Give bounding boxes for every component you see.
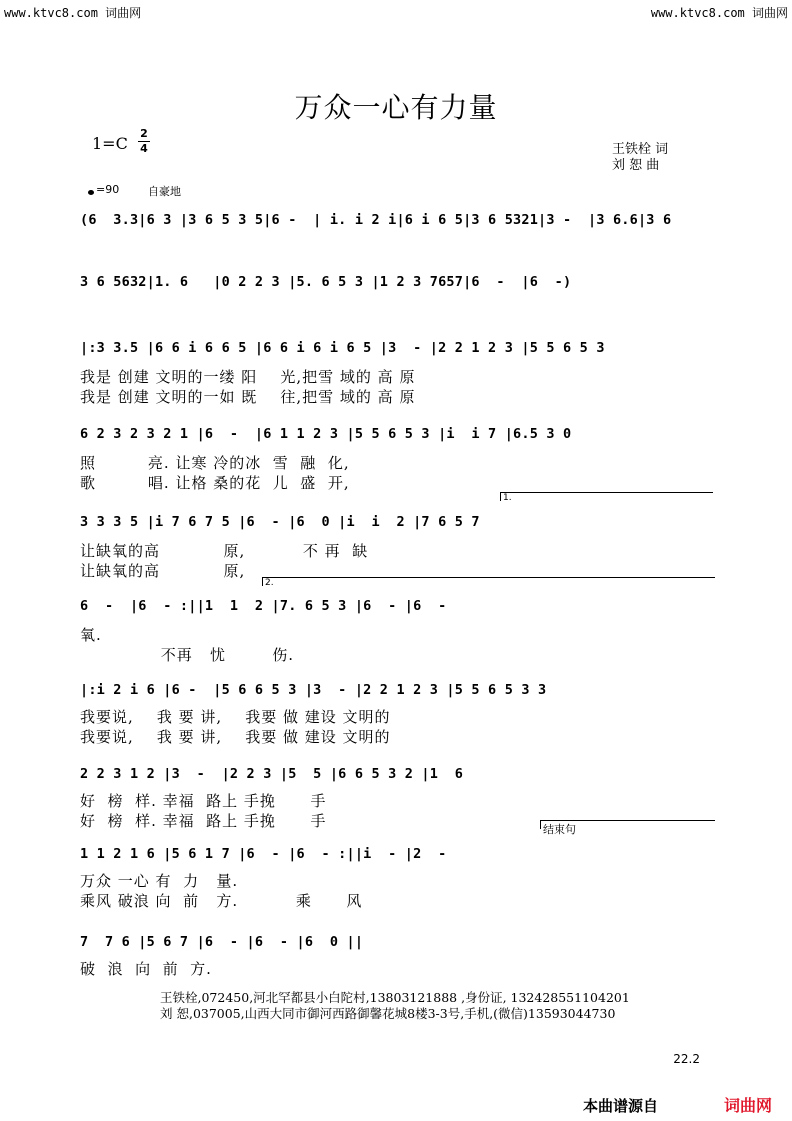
lyric-verse-1: 我要说, 我 要 讲, 我要 做 建设 文明的	[80, 708, 391, 726]
notation-row: 3 3 3 5 |i 7 6 7 5 |6 - |6 0 |i i 2 |7 6 5 7	[80, 514, 489, 530]
tempo-mark	[88, 183, 119, 196]
lyric-verse-1: 让缺氧的高 原, 不 再 缺	[80, 542, 369, 560]
lyric-verse-1: 好 榜 样. 幸福 路上 手挽 手	[80, 792, 327, 810]
notation-row: (6 3.3|6 3 |3 6 5 3 5|6 - | i. i 2 i|6 i 6 5|3 6 5321|3 - |3 6.6|3 6	[80, 212, 680, 228]
notation-row: 3 6 5632|1. 6 |0 2 2 3 |5. 6 5 3 |1 2 3 7657|6 - |6 -)	[80, 274, 580, 290]
lyric-verse-2: 不再 忧 伤.	[80, 646, 294, 664]
notation-row: 2 2 3 1 2 |3 - |2 2 3 |5 5 |6 6 5 3 2 |1 6	[80, 766, 472, 782]
final-ending-bracket: 结束句	[540, 820, 715, 829]
key-signature: 1=C	[92, 134, 128, 153]
notation-row: 6 2 3 2 3 2 1 |6 - |6 1 1 2 3 |5 5 6 5 3 |i i 7 |6.5 3 0	[80, 426, 580, 442]
lyric-verse-1: 我是 创建 文明的一缕 阳 光,把雪 域的 高 原	[80, 368, 416, 386]
lyric-verse-2: 我要说, 我 要 讲, 我要 做 建设 文明的	[80, 728, 391, 746]
lyric-verse-1: 万众 一心 有 力 量.	[80, 872, 239, 890]
watermark-left: www.ktvc8.com 词曲网	[4, 6, 142, 20]
notation-row: |:i 2 i 6 |6 - |5 6 6 5 3 |3 - |2 2 1 2 3 |5 5 6 5 3 3	[80, 682, 555, 698]
second-ending-bracket: 2.	[262, 577, 715, 586]
lyric-verse-1: 照 亮. 让寒 冷的冰 雪 融 化,	[80, 454, 350, 472]
first-ending-bracket: 1.	[500, 492, 713, 501]
meter-bottom: 4	[140, 142, 148, 155]
lyric-verse-2: 歌 唱. 让格 桑的花 儿 盛 开,	[80, 474, 350, 492]
expression-mark: 自豪地	[148, 185, 181, 198]
time-signature	[138, 128, 150, 155]
notation-row: 1 1 2 1 6 |5 6 1 7 |6 - |6 - :||i - |2 -	[80, 846, 455, 862]
notation-row: |:3 3.5 |6 6 i 6 6 5 |6 6 i 6 i 6 5 |3 - |2 2 1 2 3 |5 5 6 5 3	[80, 340, 613, 356]
lyric-verse-2: 好 榜 样. 幸福 路上 手挽 手	[80, 812, 327, 830]
lyric-verse-2: 我是 创建 文明的一如 既 往,把雪 域的 高 原	[80, 388, 416, 406]
quarter-note-icon	[88, 190, 94, 195]
notation-row: 7 7 6 |5 6 7 |6 - |6 - |6 0 ||	[80, 934, 364, 950]
meter-top: 2	[140, 127, 148, 140]
lyricist-contact: 王铁栓,072450,河北罕都县小白陀村,13803121888 ,身份证, 132428551104201	[160, 990, 630, 1005]
lyric-verse-1: 破 浪 向 前 方.	[80, 960, 212, 978]
song-title: 万众一心有力量	[294, 91, 498, 124]
site-logo[interactable]: 词曲网	[724, 1096, 773, 1115]
watermark-right: www.ktvc8.com 词曲网	[650, 6, 788, 20]
lyricist-credit: 王铁栓 词	[612, 142, 669, 157]
lyric-verse-2: 让缺氧的高 原,	[80, 562, 246, 580]
tempo-value: =90	[96, 183, 120, 196]
notation-row: 6 - |6 - :||1 1 2 |7. 6 5 3 |6 - |6 -	[80, 598, 455, 614]
composer-credit: 刘 恕 曲	[612, 158, 660, 173]
lyric-verse-2: 乘风 破浪 向 前 方. 乘 风	[80, 892, 363, 910]
composer-contact: 刘 恕,037005,山西大同市御河西路御馨花城8楼3-3号,手机,(微信)13593044730	[160, 1006, 616, 1021]
lyric-verse-1: 氧.	[80, 626, 102, 644]
source-label: 本曲谱源自	[583, 1097, 659, 1115]
page-number: 22.2	[673, 1052, 700, 1066]
